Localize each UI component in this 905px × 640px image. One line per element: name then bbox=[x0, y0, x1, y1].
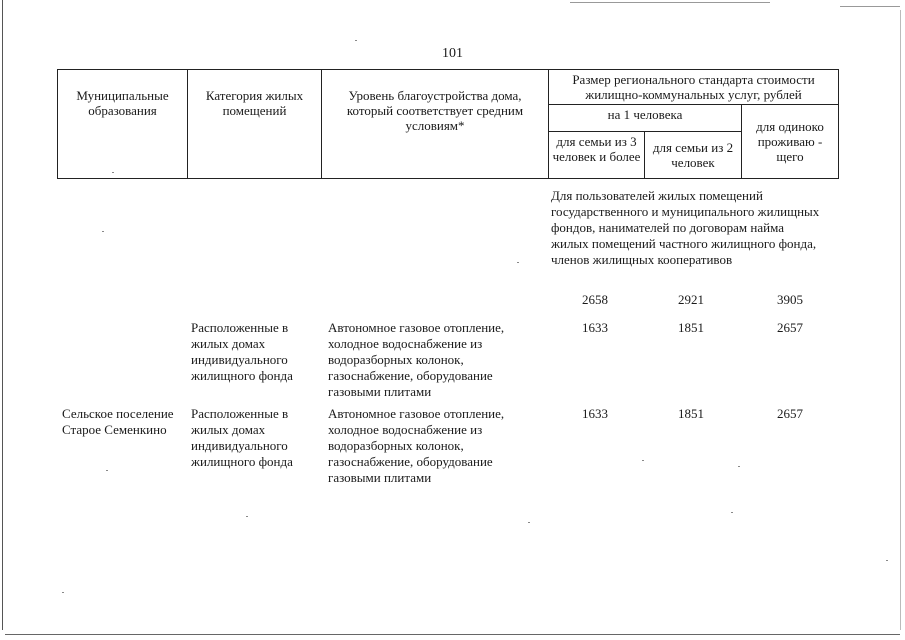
row-1-category: Расположенные в жилых домах индивидуального жилищного фонда bbox=[191, 320, 293, 383]
header-category: Категория жилых помещений bbox=[188, 70, 322, 179]
header-size-group: Размер регионального стандарта стоимости жилищно-коммунальных услуг, рублей bbox=[549, 70, 839, 105]
row-2-value-single: 2657 bbox=[777, 406, 803, 421]
row-2-category: Расположенные в жилых домах индивидуального жилищного фонда bbox=[191, 406, 293, 469]
row-1-value-family3: 1633 bbox=[582, 320, 608, 335]
section-value-family3: 2658 bbox=[582, 292, 608, 307]
header-family2: для семьи из 2 человек bbox=[645, 132, 742, 179]
row-1-value-single: 2657 bbox=[777, 320, 803, 335]
scan-edge-bottom bbox=[5, 634, 900, 635]
scan-speck bbox=[731, 512, 733, 513]
standards-table-header bbox=[57, 69, 839, 179]
section-value-single: 3905 bbox=[777, 292, 803, 307]
row-1-value-family2: 1851 bbox=[678, 320, 704, 335]
header-family3: для семьи из 3 человек и более bbox=[549, 132, 645, 179]
scan-speck bbox=[246, 516, 248, 517]
scan-speck bbox=[102, 231, 104, 232]
scan-speck bbox=[642, 460, 644, 461]
scan-edge-top-right bbox=[840, 6, 900, 7]
row-2-value-family2: 1851 bbox=[678, 406, 704, 421]
scan-speck bbox=[886, 560, 888, 561]
row-2-municipality: Сельское поселение Старое Семенкино bbox=[62, 406, 174, 437]
scan-edge-top bbox=[570, 2, 770, 3]
scan-edge-left bbox=[2, 0, 3, 630]
header-municipality: Муниципальные образования bbox=[58, 70, 188, 179]
section-value-family2: 2921 bbox=[678, 292, 704, 307]
scan-speck bbox=[112, 172, 114, 173]
scan-speck bbox=[528, 522, 530, 523]
row-1-level: Автономное газовое отопление, холодное водоснабжение из водоразборных колонок, газоснабжение, оборудование газовыми плитами bbox=[328, 320, 505, 399]
scan-speck bbox=[355, 40, 357, 41]
scan-edge-right bbox=[900, 10, 901, 630]
scan-speck bbox=[517, 262, 519, 263]
row-2-level: Автономное газовое отопление, холодное водоснабжение из водоразборных колонок, газоснабжение, оборудование газовыми плитами bbox=[328, 406, 505, 485]
page-number: 101 bbox=[442, 46, 463, 61]
scan-speck bbox=[738, 466, 740, 467]
header-level: Уровень благоустройства дома, который соответствует средним условиям* bbox=[322, 70, 549, 179]
header-per-person: на 1 человека bbox=[549, 105, 742, 132]
scan-speck bbox=[62, 592, 64, 593]
header-single: для одиноко проживаю - щего bbox=[742, 105, 839, 179]
scan-speck bbox=[106, 470, 108, 471]
row-2-value-family3: 1633 bbox=[582, 406, 608, 421]
section-title: Для пользователей жилых помещений государственного и муниципального жилищных фондов, нанимателей по договорам найма жилых помещений частного жилищного фонда, членов жилищных кооперативов bbox=[551, 188, 820, 267]
